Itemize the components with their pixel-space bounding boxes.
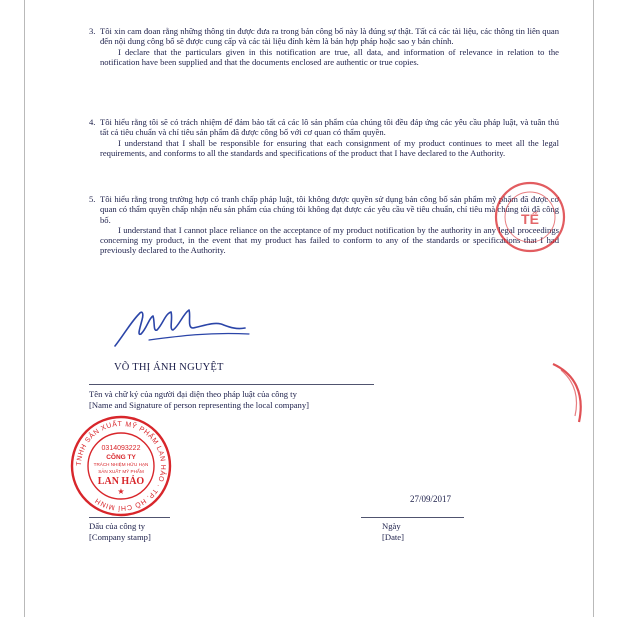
item-3-english-text: I declare that the particulars given in this notification are true, all data, and information of relevance in relation to the notification have been supplied and that the documents enclosed are authentic or true copies. <box>100 46 559 67</box>
signature-caption-vi: Tên và chữ ký của người đại diện theo pháp luật của công ty <box>89 389 297 399</box>
item-5-vietnamese-text: 5. Tôi hiểu rằng trong trường hợp có tranh chấp pháp luật, tôi không được quyền sử dụng bản công bố sản phẩm mỹ phẩm đã được cơ quan có thẩm quyền chấp nhận nếu sản phẩm của chúng tôi không đạt được các yêu cầu về tiêu chuẩn, chỉ tiêu mà chúng tôi đã công bố. <box>89 194 559 225</box>
declaration-item-4 <box>89 117 559 158</box>
stamp-caption <box>89 521 151 542</box>
item-4-number: 4. <box>89 117 96 127</box>
document-page <box>24 0 594 617</box>
item-3-vietnamese-text: 3. Tôi xin cam đoan rằng những thông tin được đưa ra trong bản công bố này là đúng sự thật. Tất cả các tài liệu, các thông tin liên quan đến nội dung công bố sẽ được cung cấp và các tài liệu đính kèm là bản hợp pháp hoặc sao y bản chính. <box>89 26 559 47</box>
date-caption <box>382 521 404 542</box>
stamp-line-1: CÔNG TY <box>106 454 136 461</box>
stamp-line-4: LAN HẢO <box>97 476 145 487</box>
company-stamp-icon <box>69 414 173 518</box>
date-caption-vi: Ngày <box>382 521 401 531</box>
stamp-caption-vi: Dấu của công ty <box>89 521 146 531</box>
item-5-number: 5. <box>89 194 96 204</box>
stamp-ring-text: TNHH SẢN XUẤT MỸ PHẨM LAN HẢO · TP. HỒ CHÍ MINH <box>75 420 167 512</box>
declaration-item-3 <box>89 26 559 67</box>
edge-seal-icon <box>545 360 593 430</box>
item-3-number: 3. <box>89 26 96 36</box>
item-4-english-text: I understand that I shall be responsible for ensuring that each consignment of my product continues to meet all the legal requirements, and conforms to all the standards and specifications of the product that I have declared to the Authority. <box>100 137 559 158</box>
signature-caption <box>89 389 309 410</box>
date-line <box>361 517 464 518</box>
item-4-vietnamese-text: 4. Tôi hiểu rằng tôi sẽ có trách nhiệm để đảm bảo tất cả các lô sản phẩm của chúng tôi đều đáp ứng các yêu cầu pháp luật, và tuân thủ tất cả tiêu chuẩn và chỉ tiêu sản phẩm đã được công bố với cơ quan có thẩm quyền. <box>89 117 559 138</box>
date-caption-en: [Date] <box>382 531 404 542</box>
stamp-line-3: SẢN XUẤT MỸ PHẨM <box>98 469 144 474</box>
overlap-seal-icon <box>491 178 569 256</box>
stamp-serial: 0314093222 <box>101 445 141 452</box>
svg-text:★: ★ <box>117 487 125 496</box>
stamp-line-2: TRÁCH NHIỆM HỮU HẠN <box>93 462 149 467</box>
declaration-item-5 <box>89 194 559 256</box>
signer-name: VÕ THỊ ÁNH NGUYỆT <box>114 362 224 373</box>
signature-scribble <box>109 300 259 355</box>
svg-text:TẾ: TẾ <box>521 211 539 227</box>
signature-line <box>89 384 374 385</box>
item-5-english-text: I understand that I cannot place reliance on the acceptance of my product notification by the authority in any legal proceedings concerning my product, in the event that my product has failed to conform to any of the standards or specifications that I had previously declared to the Authority. <box>100 224 559 256</box>
stamp-caption-en: [Company stamp] <box>89 531 151 542</box>
stamp-line <box>89 517 170 518</box>
date-value: 27/09/2017 <box>410 494 452 504</box>
signature-caption-en: [Name and Signature of person representing the local company] <box>89 399 310 410</box>
